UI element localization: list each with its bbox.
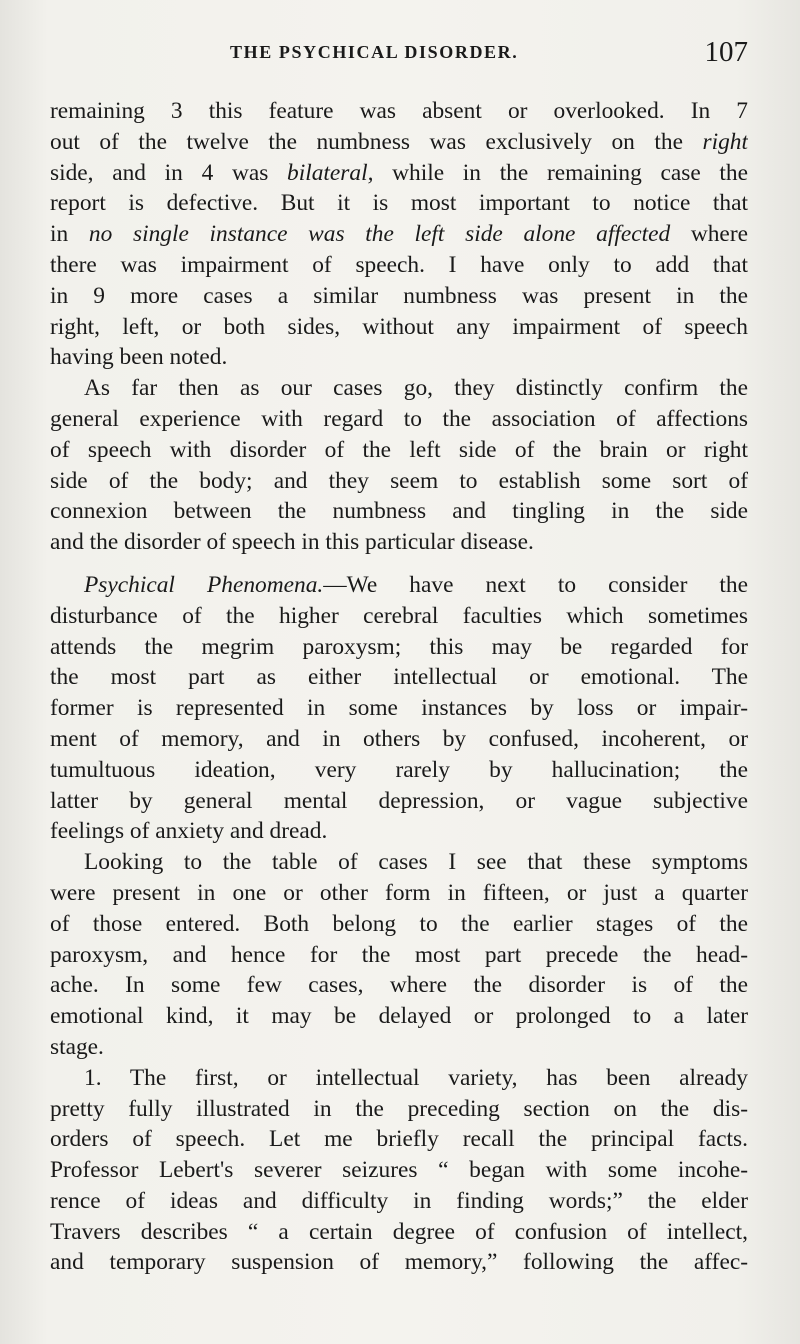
text-line: Looking to the table of cases I see that these symptoms [84, 849, 748, 876]
text-line: connexion between the numbness and tingling in the side [50, 498, 748, 525]
running-head: THE PSYCHICAL DISORDER. [230, 42, 519, 62]
text-line: of those entered. Both belong to the earlier stages of the [50, 910, 748, 937]
text-line: ment of memory, and in others by confused, incoherent, or [50, 725, 748, 752]
section-heading-line: Psychical Phenomena.—We have next to consider the [84, 571, 748, 598]
text-line: orders of speech. Let me briefly recall the principal facts. [50, 1126, 748, 1153]
text-line: latter by general mental depression, or vague subjective [50, 787, 748, 814]
text-line: in no single instance was the left side alone affected where [50, 221, 748, 248]
text-line: having been noted. [50, 344, 228, 371]
text-line: Professor Lebert's severer seizures “ began with some incohe- [50, 1157, 748, 1184]
page-number: 107 [704, 36, 748, 68]
text-line: side of the body; and they seem to establish some sort of [50, 467, 748, 494]
text-line: As far then as our cases go, they distinctly confirm the [84, 375, 748, 402]
text-line: and the disorder of speech in this particular disease. [50, 529, 534, 556]
text-line: tumultuous ideation, very rarely by hallucination; the [50, 756, 748, 783]
text-line: stage. [50, 1033, 104, 1060]
text-line: attends the megrim paroxysm; this may be regarded for [50, 633, 748, 660]
text-line: feelings of anxiety and dread. [50, 818, 328, 845]
text-line: and temporary suspension of memory,” following the affec- [50, 1249, 748, 1276]
text-line: pretty fully illustrated in the preceding section on the dis- [50, 1095, 748, 1122]
text-line: in 9 more cases a similar numbness was present in the [50, 282, 748, 309]
text-line: general experience with regard to the association of affections [50, 405, 748, 432]
text-line: 1. The first, or intellectual variety, has been already [84, 1064, 748, 1091]
text-line: former is represented in some instances by loss or impair- [50, 695, 748, 722]
text-line: right, left, or both sides, without any impairment of speech [50, 313, 748, 340]
text-line: paroxysm, and hence for the most part precede the head- [50, 941, 748, 968]
text-line: Travers describes “ a certain degree of confusion of intellect, [50, 1218, 748, 1245]
page-header [50, 30, 748, 80]
text-line: rence of ideas and difficulty in finding words;” the elder [50, 1187, 748, 1214]
text-line: side, and in 4 was bilateral, while in the remaining case the [50, 159, 748, 186]
text-line: were present in one or other form in fifteen, or just a quarter [50, 879, 748, 906]
text-line: emotional kind, it may be delayed or prolonged to a later [50, 1003, 748, 1030]
text-line: disturbance of the higher cerebral faculties which sometimes [50, 602, 748, 629]
page-body [50, 96, 748, 1278]
text-line: of speech with disorder of the left side of the brain or right [50, 436, 748, 463]
text-line: out of the twelve the numbness was exclusively on the right [50, 128, 748, 155]
text-line: report is defective. But it is most important to notice that [50, 190, 748, 217]
text-line: there was impairment of speech. I have only to add that [50, 251, 748, 278]
text-line: ache. In some few cases, where the disorder is of the [50, 972, 748, 999]
text-line: remaining 3 this feature was absent or overlooked. In 7 [50, 98, 748, 124]
text-line: the most part as either intellectual or emotional. The [50, 664, 748, 691]
